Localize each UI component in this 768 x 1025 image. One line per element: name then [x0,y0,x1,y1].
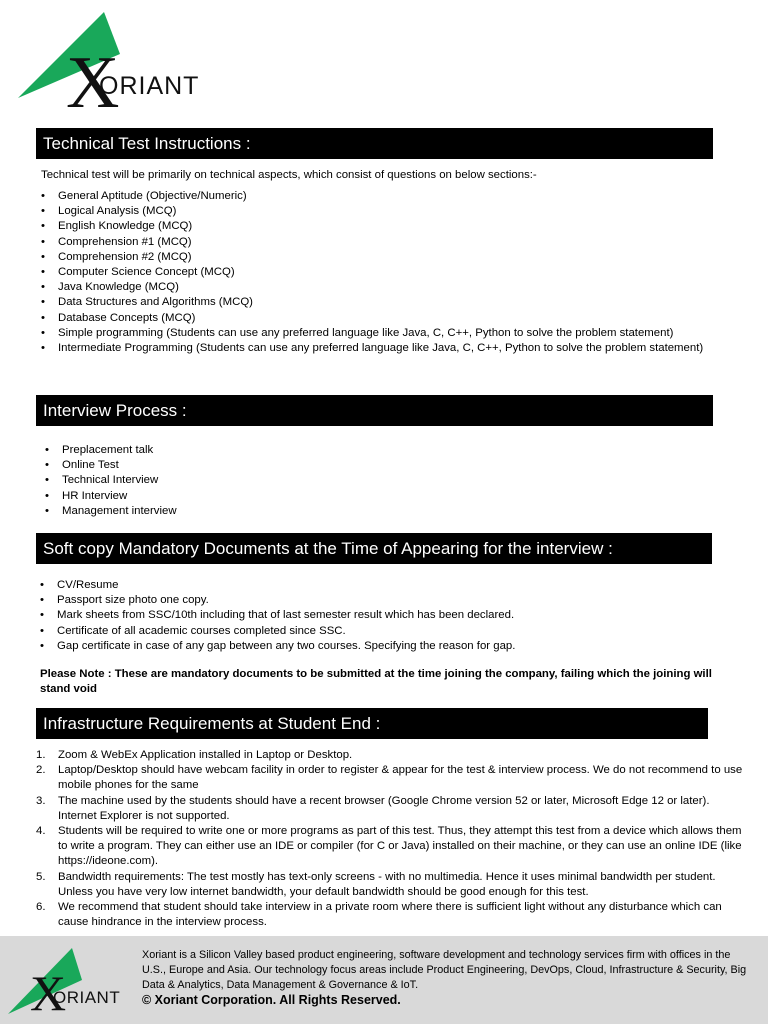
xoriant-logo [14,10,214,124]
list-item: • General Aptitude (Objective/Numeric) [36,189,706,204]
list-item: • Passport size photo one copy. [35,593,715,608]
list-item-text: Laptop/Desktop should have webcam facility in order to register & appear for the test & interview process. We do not recommend to use mobile phones for the same [58,764,743,792]
list-item: • Comprehension #2 (MCQ) [36,250,706,265]
list-item-text: Students will be required to write one or more programs as part of this test. Thus, they attempt this test from a device which allows them to write a program. They can either use an IDE or compiler (for C or Java) installed on their machine, or they can use an online IDE (like https://ideone.com). [58,825,742,868]
list-item: • Intermediate Programming (Students can use any preferred language like Java, C, C++, Python to solve the problem statement) [36,341,706,356]
list-item: • Data Structures and Algorithms (MCQ) [36,295,706,310]
footer-logo [6,944,136,1020]
list-item: • Logical Analysis (MCQ) [36,204,706,219]
technical-heading: Technical Test Instructions : [36,128,713,159]
list-item: • Preplacement talk [40,443,700,458]
technical-list [36,189,706,356]
infrastructure-heading: Infrastructure Requirements at Student End : [36,708,708,739]
list-item: • Mark sheets from SSC/10th including that of last semester result which has been declared. [35,608,715,623]
list-item: • Comprehension #1 (MCQ) [36,235,706,250]
list-item: 3. The machine used by the students should have a recent browser (Google Chrome version 52 or later, Microsoft Edge 12 or later). Internet Explorer is not supported. [36,794,710,822]
list-item: 6. We recommend that student should take interview in a private room where there is sufficient light without any disturbance which can cause hindrance in the interview process. [36,901,722,929]
list-item: • Java Knowledge (MCQ) [36,280,706,295]
list-item: 1. Zoom & WebEx Application installed in Laptop or Desktop. [36,749,353,761]
interview-heading: Interview Process : [36,395,713,426]
list-item-text: The machine used by the students should have a recent browser (Google Chrome version 52 or later, Microsoft Edge 12 or later). Internet Explorer is not supported. [58,794,710,822]
footer-copyright: © Xoriant Corporation. All Rights Reserved. [142,993,401,1007]
list-item: 4. Students will be required to write one or more programs as part of this test. Thus, they attempt this test from a device which allows them to write a program. They can either use an IDE or compiler (for C or Java) installed on their machine, or they can use an online IDE (like https://ideone.com). [36,825,742,868]
footer [0,936,768,1024]
list-item: • Gap certificate in case of any gap between any two courses. Specifying the reason for gap. [35,639,715,654]
technical-intro: Technical test will be primarily on technical aspects, which consist of questions on below sections:- [41,169,537,181]
footer-about: Xoriant is a Silicon Valley based product engineering, software development and technology services firm with offices in the U.S., Europe and Asia. Our technology focus areas include Product Engineering, DevOps, Cloud, Infrastructure & Security, Big Data & Analytics, Data Management & Governance & IoT. [142,949,747,991]
list-item: • Computer Science Concept (MCQ) [36,265,706,280]
list-item: 5. Bandwidth requirements: The test mostly has text-only screens - with no multimedia. Hence it uses minimal bandwidth per student. Unless you have very low internet bandwidth, your default bandwidth should be good enough for this test. [36,870,716,898]
list-item: • Online Test [40,458,700,473]
list-item: • Simple programming (Students can use any preferred language like Java, C, C++, Python to solve the problem statement) [36,326,706,341]
infrastructure-list [36,748,744,930]
documents-note: Please Note : These are mandatory documents to be submitted at the time joining the company, failing which the joining will stand void [40,668,712,696]
list-item: • Database Concepts (MCQ) [36,311,706,326]
list-item: • Certificate of all academic courses completed since SSC. [35,624,715,639]
documents-list [35,578,715,654]
list-item: • English Knowledge (MCQ) [36,219,706,234]
logo-wordmark: ORIANT [99,72,200,100]
list-item: • HR Interview [40,489,700,504]
list-item-text: We recommend that student should take interview in a private room where there is sufficient light without any disturbance which can cause hindrance in the interview process. [58,901,722,929]
list-item: • CV/Resume [35,578,715,593]
list-item: 2. Laptop/Desktop should have webcam facility in order to register & appear for the test & interview process. We do not recommend to use mobile phones for the same [36,764,743,792]
documents-heading: Soft copy Mandatory Documents at the Time of Appearing for the interview : [36,533,712,564]
list-item-text: Zoom & WebEx Application installed in Laptop or Desktop. [58,749,353,761]
footer-logo-wordmark: ORIANT [53,988,121,1007]
logo-triangle-icon [6,944,136,1020]
list-item-text: Bandwidth requirements: The test mostly has text-only screens - with no multimedia. Hence it uses minimal bandwidth per student. Unless you have very low internet bandwidth, your default bandwidth should be good enough for this test. [58,870,716,898]
list-item: • Management interview [40,504,700,519]
footer-logo-initial: X [30,965,67,1021]
logo-initial: X [66,42,120,124]
list-item: • Technical Interview [40,473,700,488]
interview-list [40,443,700,519]
